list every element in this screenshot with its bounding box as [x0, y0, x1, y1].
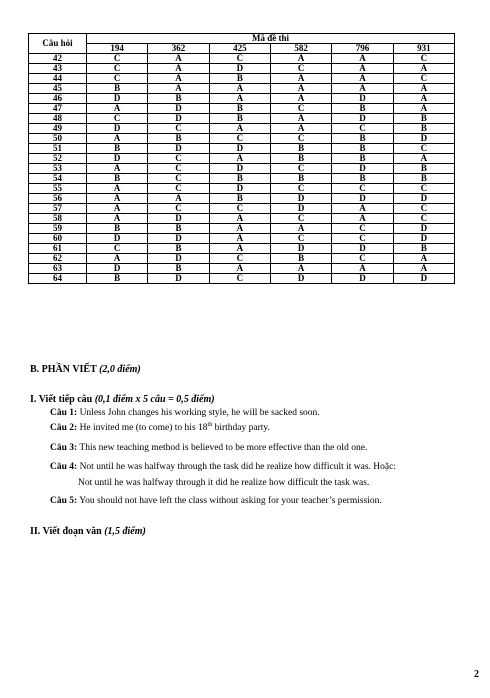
answer-cell: A	[87, 204, 148, 214]
table-row	[29, 114, 455, 124]
answer-cell: D	[87, 94, 148, 104]
answer-cell: A	[393, 264, 454, 274]
answer-cell: A	[148, 74, 209, 84]
answer-cell: C	[270, 134, 331, 144]
answer-cell: C	[270, 184, 331, 194]
answer-cell: B	[87, 84, 148, 94]
answer-cell: A	[209, 244, 270, 254]
answer-item-4	[50, 462, 396, 472]
table-row	[29, 104, 455, 114]
answer-cell: B	[270, 144, 331, 154]
answer-cell: A	[209, 124, 270, 134]
answer-cell: C	[332, 254, 393, 264]
answer-item-3	[50, 443, 367, 453]
answer-cell: B	[332, 134, 393, 144]
answer-cell: D	[332, 94, 393, 104]
item-superscript: th	[207, 421, 213, 428]
question-number: 45	[29, 84, 87, 94]
answer-cell: A	[87, 164, 148, 174]
table-row	[29, 124, 455, 134]
answer-cell: C	[148, 164, 209, 174]
section-2-heading	[30, 526, 146, 537]
item-text: birthday party.	[212, 423, 270, 433]
answer-cell: A	[87, 214, 148, 224]
answer-cell: D	[393, 224, 454, 234]
answer-cell: A	[332, 74, 393, 84]
answer-cell: B	[148, 224, 209, 234]
code-header: 425	[209, 44, 270, 54]
answer-cell: D	[87, 154, 148, 164]
question-number: 51	[29, 144, 87, 154]
answer-cell: B	[270, 154, 331, 164]
answer-cell: A	[209, 214, 270, 224]
table-row	[29, 234, 455, 244]
answer-cell: C	[393, 214, 454, 224]
header-codes: Mã đề thi	[87, 34, 455, 44]
question-number: 59	[29, 224, 87, 234]
answer-cell: D	[148, 104, 209, 114]
answer-cell: C	[393, 184, 454, 194]
answer-cell: B	[393, 114, 454, 124]
answer-cell: D	[332, 164, 393, 174]
item-text: Not until he was halfway through the task did he realize how difficult it was. Hoặc:	[77, 462, 396, 472]
table-row	[29, 64, 455, 74]
answer-cell: A	[148, 64, 209, 74]
table-row	[29, 134, 455, 144]
answer-cell: C	[270, 104, 331, 114]
answer-cell: D	[270, 244, 331, 254]
answer-cell: B	[270, 174, 331, 184]
answer-cell: B	[270, 254, 331, 264]
answer-cell: D	[393, 274, 454, 284]
answer-cell: D	[332, 194, 393, 204]
question-number: 63	[29, 264, 87, 274]
answer-cell: B	[87, 174, 148, 184]
answer-cell: C	[148, 124, 209, 134]
answer-cell: C	[270, 64, 331, 74]
answer-item-4-alt	[78, 478, 369, 488]
answer-cell: B	[209, 174, 270, 184]
answer-cell: D	[209, 164, 270, 174]
question-number: 47	[29, 104, 87, 114]
answer-cell: C	[209, 134, 270, 144]
header-question: Câu hỏi	[29, 34, 87, 54]
answer-cell: B	[332, 154, 393, 164]
answer-cell: C	[270, 214, 331, 224]
answer-key-table	[28, 33, 455, 284]
answer-cell: D	[393, 234, 454, 244]
answer-cell: A	[332, 214, 393, 224]
answer-cell: A	[332, 264, 393, 274]
answer-cell: C	[148, 204, 209, 214]
answer-cell: D	[332, 244, 393, 254]
answer-cell: A	[87, 104, 148, 114]
question-number: 50	[29, 134, 87, 144]
item-label: Câu 5:	[50, 496, 78, 506]
item-text: He invited me (to come) to his 18	[77, 423, 208, 433]
answer-cell: C	[332, 184, 393, 194]
question-number: 60	[29, 234, 87, 244]
question-number: 43	[29, 64, 87, 74]
answer-cell: D	[270, 194, 331, 204]
table-row	[29, 74, 455, 84]
answer-cell: C	[209, 254, 270, 264]
answer-cell: A	[87, 254, 148, 264]
section-b-heading	[30, 364, 141, 375]
item-text: This new teaching method is believed to be more effective than the old one.	[77, 443, 368, 453]
table-row	[29, 274, 455, 284]
section-b-title: B. PHẦN VIẾT	[30, 364, 100, 375]
answer-cell: B	[148, 264, 209, 274]
question-number: 44	[29, 74, 87, 84]
answer-cell: C	[209, 54, 270, 64]
answer-cell: B	[332, 104, 393, 114]
table-row	[29, 144, 455, 154]
answer-cell: A	[332, 64, 393, 74]
answer-cell: C	[148, 174, 209, 184]
question-number: 46	[29, 94, 87, 104]
question-number: 62	[29, 254, 87, 264]
answer-cell: A	[148, 54, 209, 64]
question-number: 53	[29, 164, 87, 174]
section-b-points: (2,0 điểm)	[99, 364, 141, 375]
answer-cell: A	[393, 254, 454, 264]
answer-cell: C	[87, 64, 148, 74]
answer-cell: A	[270, 54, 331, 64]
answer-cell: A	[87, 134, 148, 144]
table-row	[29, 224, 455, 234]
item-text: Not until he was halfway through it did he realize how difficult the task was.	[78, 478, 370, 488]
answer-cell: C	[209, 204, 270, 214]
code-header: 194	[87, 44, 148, 54]
answer-cell: A	[332, 84, 393, 94]
table-row	[29, 154, 455, 164]
table-row	[29, 84, 455, 94]
answer-cell: D	[270, 274, 331, 284]
question-number: 52	[29, 154, 87, 164]
answer-cell: D	[209, 64, 270, 74]
answer-cell: A	[209, 84, 270, 94]
answer-cell: C	[209, 274, 270, 284]
answer-cell: B	[87, 274, 148, 284]
answer-cell: A	[148, 84, 209, 94]
answer-cell: D	[209, 144, 270, 154]
answer-cell: D	[148, 144, 209, 154]
answer-cell: A	[270, 124, 331, 134]
answer-cell: A	[87, 184, 148, 194]
answer-cell: D	[148, 254, 209, 264]
table-row	[29, 204, 455, 214]
table-row	[29, 94, 455, 104]
answer-cell: C	[270, 164, 331, 174]
item-text: You should not have left the class without asking for your teacher’s permission.	[77, 496, 382, 506]
answer-cell: A	[209, 94, 270, 104]
question-number: 57	[29, 204, 87, 214]
answer-cell: D	[393, 134, 454, 144]
answer-cell: C	[148, 154, 209, 164]
code-header: 931	[393, 44, 454, 54]
code-header: 362	[148, 44, 209, 54]
answer-cell: A	[393, 94, 454, 104]
table-row	[29, 264, 455, 274]
answer-cell: A	[87, 194, 148, 204]
item-label: Câu 3:	[50, 443, 78, 453]
answer-cell: A	[393, 154, 454, 164]
section-1-heading	[30, 394, 215, 405]
table-row	[29, 184, 455, 194]
answer-cell: A	[332, 204, 393, 214]
answer-cell: D	[148, 114, 209, 124]
answer-cell: C	[393, 144, 454, 154]
answer-cell: B	[393, 164, 454, 174]
answer-cell: D	[393, 194, 454, 204]
table-row	[29, 174, 455, 184]
answer-cell: C	[332, 124, 393, 134]
answer-cell: B	[209, 194, 270, 204]
answer-cell: A	[270, 84, 331, 94]
item-label: Câu 1:	[50, 408, 78, 418]
code-header: 582	[270, 44, 331, 54]
answer-cell: B	[148, 94, 209, 104]
answer-cell: D	[270, 204, 331, 214]
answer-cell: B	[332, 144, 393, 154]
answer-cell: C	[393, 74, 454, 84]
answer-cell: A	[270, 114, 331, 124]
question-number: 55	[29, 184, 87, 194]
answer-cell: C	[87, 74, 148, 84]
question-number: 49	[29, 124, 87, 134]
table-row	[29, 54, 455, 64]
section-1-points: (0,1 điểm x 5 câu = 0,5 điểm)	[94, 394, 215, 405]
answer-cell: B	[209, 114, 270, 124]
answer-cell: A	[393, 104, 454, 114]
answer-cell: B	[393, 124, 454, 134]
answer-item-2	[50, 423, 270, 433]
table-row	[29, 214, 455, 224]
answer-cell: B	[87, 224, 148, 234]
code-header: 796	[332, 44, 393, 54]
answer-cell: B	[148, 244, 209, 254]
question-number: 64	[29, 274, 87, 284]
answer-cell: D	[332, 114, 393, 124]
section-2-title: II. Viết đoạn văn	[30, 526, 105, 537]
section-1-title: I. Viết tiếp câu	[30, 394, 95, 405]
answer-cell: C	[332, 234, 393, 244]
answer-cell: A	[393, 64, 454, 74]
answer-cell: B	[209, 74, 270, 84]
answer-cell: B	[332, 174, 393, 184]
answer-item-5	[50, 496, 382, 506]
answer-cell: C	[270, 234, 331, 244]
question-number: 61	[29, 244, 87, 254]
answer-cell: B	[87, 144, 148, 154]
answer-cell: D	[148, 214, 209, 224]
question-number: 42	[29, 54, 87, 64]
question-number: 48	[29, 114, 87, 124]
answer-cell: C	[332, 224, 393, 234]
question-number: 56	[29, 194, 87, 204]
item-label: Câu 4:	[50, 462, 78, 472]
question-number: 54	[29, 174, 87, 184]
answer-cell: A	[209, 234, 270, 244]
answer-cell: D	[87, 124, 148, 134]
answer-cell: C	[87, 54, 148, 64]
answer-cell: C	[87, 114, 148, 124]
answer-cell: C	[393, 204, 454, 214]
table-row	[29, 254, 455, 264]
answer-cell: A	[209, 224, 270, 234]
page-number: 2	[474, 669, 479, 680]
answer-cell: C	[393, 54, 454, 64]
answer-cell: C	[87, 244, 148, 254]
answer-cell: D	[148, 234, 209, 244]
answer-cell: A	[270, 224, 331, 234]
answer-cell: B	[393, 244, 454, 254]
table-row	[29, 194, 455, 204]
answer-cell: A	[270, 264, 331, 274]
answer-cell: B	[209, 104, 270, 114]
answer-cell: A	[148, 194, 209, 204]
item-label: Câu 2:	[50, 423, 78, 433]
table-row	[29, 244, 455, 254]
answer-cell: B	[393, 174, 454, 184]
answer-cell: A	[209, 154, 270, 164]
answer-cell: C	[148, 184, 209, 194]
answer-cell: A	[209, 264, 270, 274]
answer-cell: D	[87, 264, 148, 274]
answer-cell: D	[148, 274, 209, 284]
section-2-points: (1,5 điểm)	[104, 526, 146, 537]
answer-cell: A	[270, 74, 331, 84]
answer-cell: D	[87, 234, 148, 244]
answer-cell: A	[332, 54, 393, 64]
table-row	[29, 164, 455, 174]
answer-cell: B	[148, 134, 209, 144]
question-number: 58	[29, 214, 87, 224]
answer-cell: A	[393, 84, 454, 94]
answer-cell: D	[209, 184, 270, 194]
answer-cell: A	[270, 94, 331, 104]
answer-item-1	[50, 408, 320, 418]
answer-cell: D	[332, 274, 393, 284]
item-text: Unless John changes his working style, he will be sacked soon.	[77, 408, 320, 418]
